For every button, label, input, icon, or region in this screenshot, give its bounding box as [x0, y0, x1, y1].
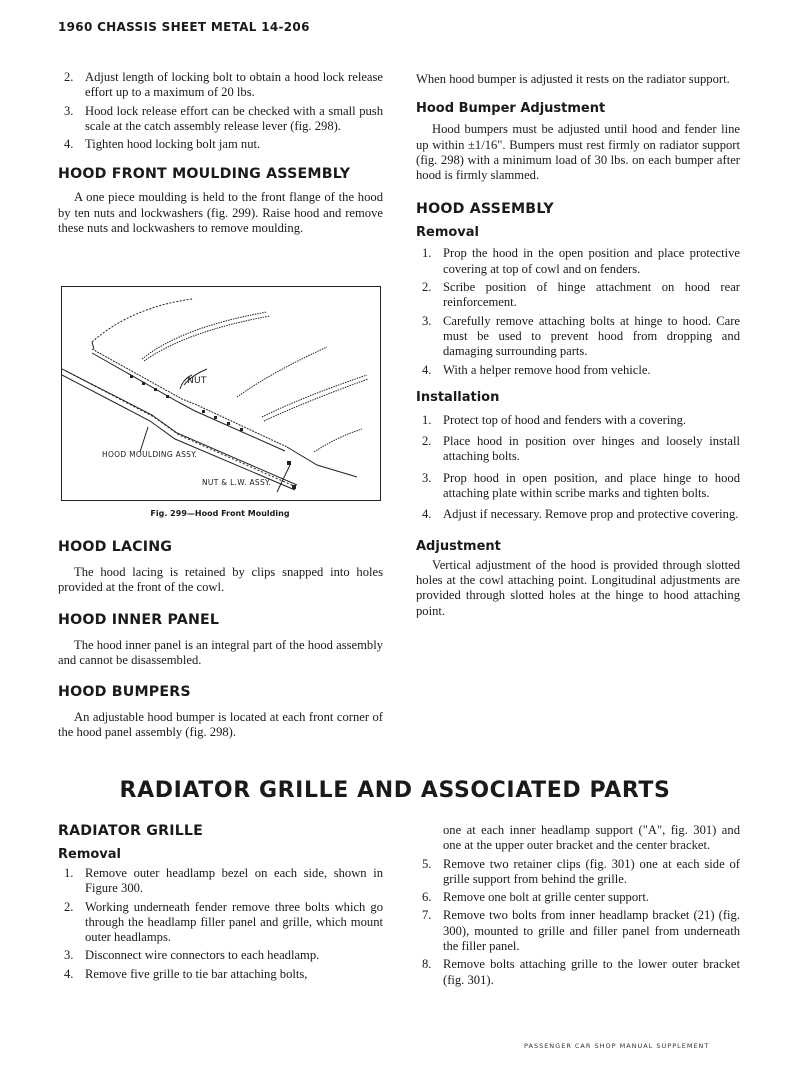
list-item: 3. Carefully remove attaching bolts at hinge to hood. Care must be used to prevent hood from dropping and damaging surrounding parts. — [422, 313, 740, 359]
section-heading-hood-lacing: HOOD LACING — [58, 539, 173, 555]
subheading-adjustment: Adjustment — [416, 538, 501, 554]
section-title-radiator-grille: RADIATOR GRILLE AND ASSOCIATED PARTS — [119, 778, 671, 803]
label-nut-lw-assy: NUT & L.W. ASSY. — [202, 478, 272, 487]
list-item: 7. Remove two bolts from inner headlamp bracket (21) (fig. 300), mounted to grille and filler panel from underneath the filler panel. — [422, 908, 740, 954]
grille-removal-steps-left — [58, 866, 383, 982]
radiator-left-column — [58, 823, 383, 985]
section-heading-hood-assembly: HOOD ASSEMBLY — [416, 201, 554, 218]
lock-steps-list — [58, 70, 383, 152]
right-column — [416, 72, 740, 619]
list-item: 4. Adjust if necessary. Remove prop and protective covering. — [422, 507, 739, 522]
section-heading-hood-bumpers: HOOD BUMPERS — [58, 684, 191, 701]
list-item: 4. With a helper remove hood from vehicle. — [422, 362, 651, 377]
section-heading-hood-front-moulding: HOOD FRONT MOULDING ASSEMBLY — [58, 166, 351, 183]
left-column-lower — [58, 539, 383, 741]
list-item: 4. Remove five grille to tie bar attaching bolts, — [64, 966, 308, 981]
list-item: 8. Remove bolts attaching grille to the lower outer bracket (fig. 301). — [422, 957, 740, 987]
list-item: 1. Protect top of hood and fenders with a covering. — [422, 412, 687, 427]
list-item: 2. Scribe position of hinge attachment on hood rear reinforcement. — [422, 280, 740, 310]
label-nut: NUT — [187, 376, 207, 386]
figure-299-hood-front-moulding — [61, 286, 381, 501]
list-item: 1. Prop the hood in the open position and place protective covering at top of cowl and on fenders. — [422, 246, 740, 276]
subheading-installation: Installation — [416, 389, 500, 405]
hood-bumper-adjustment-text: Hood bumpers must be adjusted until hood and fender line up within ±1/16". Bumpers must rest firmly on radiator support (fig. 298) with a minimum load of 30 lbs. on each bumper after hood is firmly slammed. — [416, 122, 740, 183]
left-column-top — [58, 70, 383, 236]
hood-bumpers-text: An adjustable hood bumper is located at each front corner of the hood panel assembly (fig. 298). — [58, 710, 383, 740]
adjustment-text: Vertical adjustment of the hood is provided through slotted holes at the cowl attaching point. Longitudinal adjustments are provided through slotted holes at the hinge to hood attaching point. — [416, 557, 740, 618]
page-footer: PASSENGER CAR SHOP MANUAL SUPPLEMENT — [524, 1042, 710, 1050]
list-item: 1. Remove outer headlamp bezel on each side, shown in Figure 300. — [64, 866, 383, 896]
list-item: 2. Adjust length of locking bolt to obtain a hood lock release effort up to a maximum of 20 lbs. — [64, 70, 383, 100]
page-header: 1960 CHASSIS SHEET METAL 14-206 — [58, 20, 310, 34]
subheading-grille-removal: Removal — [58, 847, 122, 862]
hood-lacing-text: The hood lacing is retained by clips snapped into holes provided at the front of the cowl. — [58, 565, 383, 595]
list-item: 6. Remove one bolt at grille center support. — [422, 890, 649, 905]
radiator-right-column — [416, 823, 740, 991]
step-4-continued: one at each inner headlamp support ("A", fig. 301) and one at the upper outer bracket and the center bracket. — [443, 823, 740, 853]
hood-front-moulding-text: A one piece moulding is held to the front flange of the hood by ten nuts and lockwashers (fig. 299). Raise hood and remove these nuts and lockwashers to remove moulding. — [58, 190, 383, 236]
installation-steps-list — [416, 413, 740, 523]
removal-steps-list — [416, 246, 740, 377]
label-hood-moulding-assy: HOOD MOULDING ASSY. — [102, 450, 198, 459]
figure-caption: Fig. 299—Hood Front Moulding — [150, 509, 290, 518]
subheading-removal: Removal — [416, 225, 480, 241]
subheading-radiator-grille: RADIATOR GRILLE — [58, 823, 204, 839]
subheading-hood-bumper-adjustment: Hood Bumper Adjustment — [416, 101, 606, 117]
hood-inner-panel-text: The hood inner panel is an integral part of the hood assembly and cannot be disassembled. — [58, 637, 383, 667]
list-item: 5. Remove two retainer clips (fig. 301) one at each side of grille support from behind the grille. — [422, 856, 740, 886]
list-item: 2. Working underneath fender remove three bolts which go through the headlamp filler panel and grille, which mount outer headlamps. — [64, 899, 383, 945]
section-heading-hood-inner-panel: HOOD INNER PANEL — [58, 611, 220, 628]
hood-moulding-illustration — [62, 287, 380, 500]
grille-removal-steps-right — [416, 857, 740, 988]
list-item: 3. Disconnect wire connectors to each headlamp. — [64, 948, 320, 963]
list-item: 2. Place hood in position over hinges and loosely install attaching bolts. — [422, 434, 740, 464]
list-item: 3. Hood lock release effort can be checked with a small push scale at the catch assembly release lever (fig. 298). — [64, 103, 383, 133]
bumper-rests-text: When hood bumper is adjusted it rests on the radiator support. — [416, 72, 730, 86]
list-item: 3. Prop hood in open position, and place hinge to hood attaching plate within scribe marks and tighten bolts. — [422, 470, 740, 501]
list-item: 4. Tighten hood locking bolt jam nut. — [64, 137, 261, 152]
